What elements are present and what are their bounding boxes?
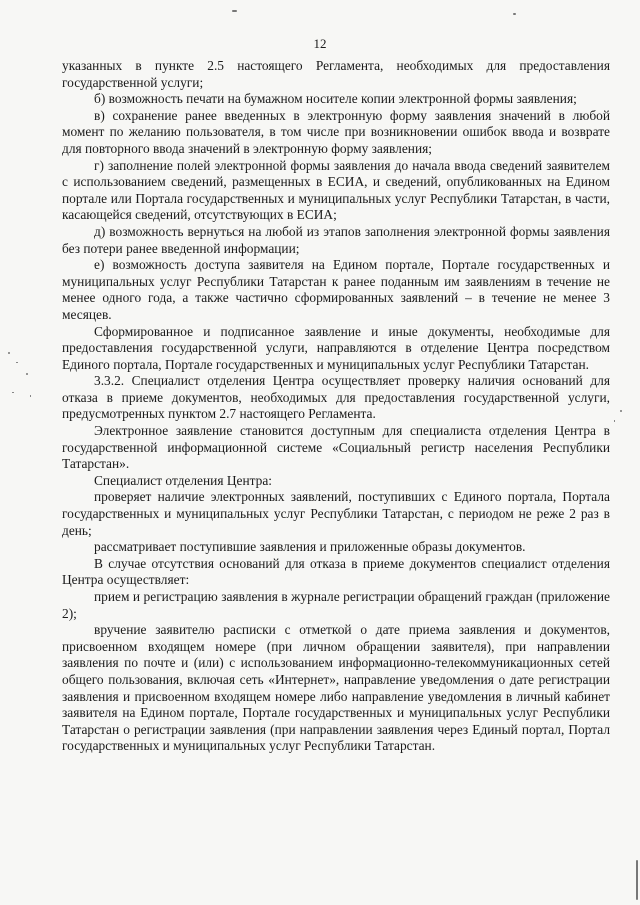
- paragraph-specialist: Специалист отделения Центра:: [94, 472, 272, 488]
- body-text: [62, 58, 610, 755]
- paragraph-reviews: рассматривает поступившие заявления и приложенные образы документов.: [94, 539, 526, 555]
- paragraph-registration: прием и регистрацию заявления в журнале регистрации обращений граждан (приложение 2);: [62, 589, 610, 621]
- paragraph-checks: проверяет наличие электронных заявлений, поступивших с Единого портала, Портала государственных и муниципальных услуг Республики Татарстан, с периодом не реже 2 раз в день;: [62, 489, 610, 538]
- paragraph-item-v: в) сохранение ранее введенных в электронную форму заявления значений в любой момент по желанию пользователя, в том числе при возникновении ошибок ввода и возврате для повторного ввода значений в электронную форму заявления;: [62, 107, 610, 156]
- paragraph-item-d: д) возможность вернуться на любой из этапов заполнения электронной формы заявления без потери ранее введенной информации;: [62, 223, 610, 256]
- paragraph-item-g: г) заполнение полей электронной формы заявления до начала ввода сведений заявителем с использованием сведений, размещенных в ЕСИА, и сведений, опубликованных на Едином портале или Портала государственных и муниципальных услуг Республики Татарстан, в части, касающейся сведений, отсутствующих в ЕСИА;: [62, 157, 610, 223]
- paragraph-submission: Сформированное и подписанное заявление и иные документы, необходимые для предоставления государственной услуги, направляются в отделение Центра посредством Единого портала, Портале государственных и муниципальных услуг Республики Татарстан.: [62, 323, 610, 372]
- paragraph-no-grounds: В случае отсутствия оснований для отказа в приеме документов специалист отделения Центра осуществляет:: [62, 555, 610, 588]
- paragraph-item-b: б) возможность печати на бумажном носителе копии электронной формы заявления;: [94, 91, 577, 107]
- paragraph-electronic-application: Электронное заявление становится доступным для специалиста отделения Центра в государственной информационной системе «Социальный регистр населения Республики Татарстан».: [62, 423, 610, 472]
- page-number: 12: [313, 36, 327, 51]
- paragraph-continuation: указанных в пункте 2.5 настоящего Регламента, необходимых для предоставления государственной услуги;: [62, 58, 610, 90]
- paragraph-receipt: вручение заявителю расписки с отметкой о дате приема заявления и документов, присвоенном входящем номере (при личном обращении заявителя), при направлении заявления по почте и (или) с использованием информационно-телекоммуникационных сетей общего пользования, включая сеть «Интернет», направление уведомления о дате регистрации заявления и присвоенном входящем номере либо направление уведомления в личный кабинет заявителя на Едином портале, Портале государственных и муниципальных услуг Республики Татарстан о регистрации заявления (при направлении заявления через Единый портал, Портал государственных и муниципальных услуг Республики Татарстан.: [62, 622, 610, 754]
- paragraph-item-e: е) возможность доступа заявителя на Едином портале, Портале государственных и муниципальных услуг Республики Татарстан к ранее поданным им заявлениям в течение не менее одного года, а также частично сформированных заявлений – в течение не менее 3 месяцев.: [62, 257, 610, 322]
- paragraph-3-3-2: 3.3.2. Специалист отделения Центра осуществляет проверку наличия оснований для отказа в приеме документов, необходимых для предоставления государственной услуги, предусмотренных пунктом 2.7 настоящего Регламента.: [62, 373, 610, 422]
